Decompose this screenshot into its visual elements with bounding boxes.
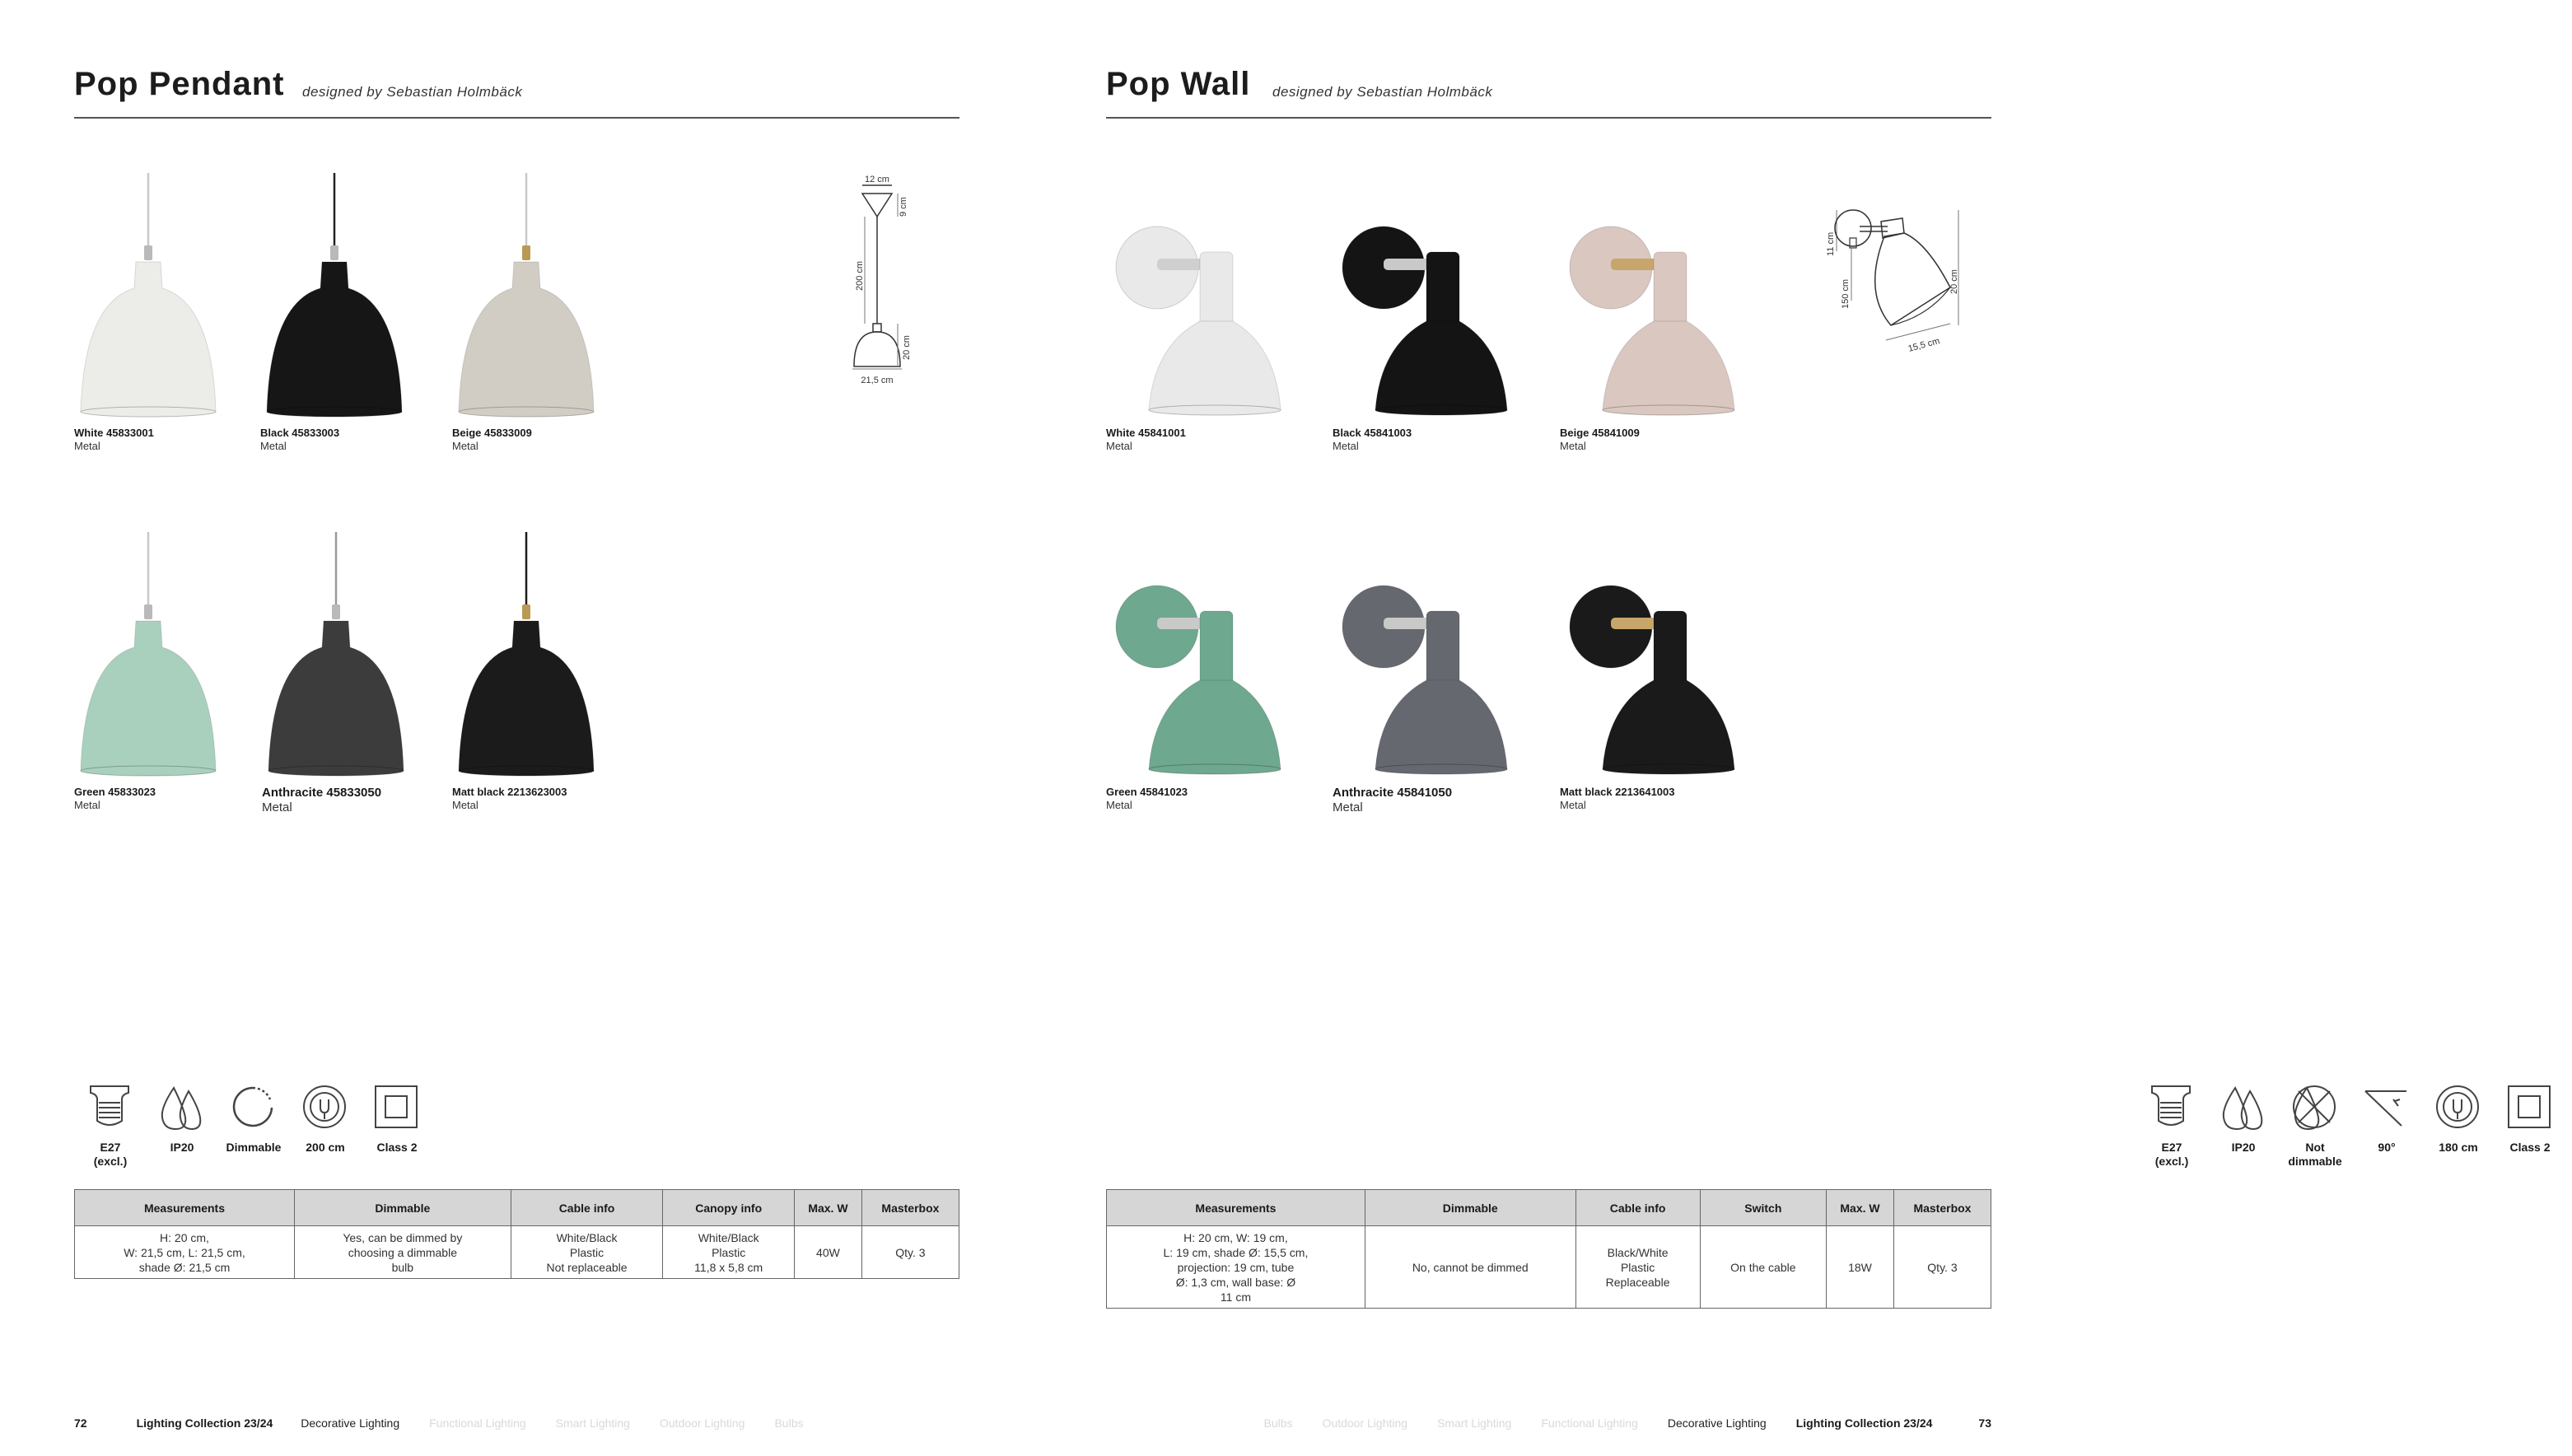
wall-dimension-diagram [1812,202,1960,358]
product-name: Matt black 2213623003 [452,786,567,798]
wall-lamp-image [1560,532,1733,779]
feature-label: Class 2 [2509,1141,2551,1154]
product-image [1106,173,1279,420]
table-cell: H: 20 cm, W: 21,5 cm, L: 21,5 cm, shade Ø: 21,5 cm [75,1226,295,1279]
product-name: Beige 45841009 [1560,427,1640,439]
product-material: Metal [260,440,287,452]
table-header-cell: Masterbox [1893,1190,1991,1226]
feature-label: E27 (excl.) [2154,1141,2189,1168]
pendant-lamp-image [262,532,435,779]
page-footer [74,1416,804,1430]
footer-nav [1264,1416,1767,1430]
dim-height-shade: 20 cm [902,335,912,360]
product-name: Green 45841023 [1106,786,1188,798]
table-header-cell: Max. W [795,1190,862,1226]
product-name: Black 45833003 [260,427,340,439]
cable-length-icon [2434,1083,2481,1131]
footer-nav-item[interactable]: Decorative Lighting [301,1416,400,1430]
page-number: 72 [74,1416,87,1430]
product-name: Anthracite 45841050 [1333,786,1453,800]
footer-nav-item[interactable]: Functional Lighting [429,1416,526,1430]
pendant-lamp-image [74,173,247,420]
footer-nav-item[interactable]: Bulbs [1263,1416,1293,1430]
pendant-lamp-image [260,173,433,420]
table-cell: 18W [1827,1226,1894,1309]
right-page [1029,0,2551,1456]
table-cell: Yes, can be dimmed by choosing a dimmable bulb [294,1226,511,1279]
spec-table [1106,1189,1991,1309]
product-material: Metal [452,799,478,811]
product-image [452,532,625,779]
feature-icon-item [2500,1083,2572,1165]
product-name: Green 45833023 [74,786,156,798]
table-cell: White/Black Plastic 11,8 x 5,8 cm [663,1226,795,1279]
product-name: White 45841001 [1106,427,1186,439]
product-card [1106,173,1279,469]
dim-width-shade: 21,5 cm [861,376,894,385]
spec-table [74,1189,959,1279]
feature-icons [2142,1083,2572,1168]
footer-nav [301,1416,803,1430]
product-image [1106,532,1279,779]
feature-label: Class 2 [376,1141,418,1154]
table-cell: No, cannot be dimmed [1365,1226,1575,1309]
feature-label: 90° [2378,1141,2396,1154]
wall-lamp-image [1333,532,1505,779]
product-image [1560,532,1733,779]
pendant-lamp-image [452,173,625,420]
dim-projection: 15,5 cm [1907,336,1941,354]
product-card [1106,532,1279,828]
table-header-cell: Dimmable [294,1190,511,1226]
table-header-cell: Cable info [511,1190,663,1226]
product-image [74,173,247,420]
product-card [74,173,247,469]
feature-label: E27 (excl.) [93,1141,128,1168]
page-number: 73 [1978,1416,1991,1430]
product-material: Metal [1106,799,1132,811]
page-footer [1264,1416,1992,1430]
table-cell: White/Black Plastic Not replaceable [511,1226,663,1279]
class2-icon [2505,1083,2553,1131]
table-header-cell: Masterbox [861,1190,959,1226]
feature-icons [81,1083,439,1168]
table-header-cell: Canopy info [663,1190,795,1226]
collection-name: Lighting Collection 23/24 [136,1416,273,1430]
table-cell: Qty. 3 [861,1226,959,1279]
product-name: White 45833001 [74,427,154,439]
dim-height-top: 9 cm [899,197,908,217]
left-page [0,0,1029,1456]
table-header-cell: Measurements [1107,1190,1365,1226]
footer-nav-item[interactable]: Outdoor Lighting [1322,1416,1408,1430]
product-material: Metal [1333,440,1359,452]
ip20-drops-icon [157,1083,205,1131]
product-card [452,532,625,828]
dim-cable: 150 cm [1841,278,1851,309]
footer-nav-item[interactable]: Decorative Lighting [1667,1416,1767,1430]
table-header-cell: Dimmable [1365,1190,1575,1226]
table-cell: Black/White Plastic Replaceable [1575,1226,1700,1309]
footer-nav-item[interactable]: Outdoor Lighting [659,1416,745,1430]
dim-cable: 200 cm [855,260,865,291]
dim-width-top: 12 cm [865,175,889,184]
dim-height-top: 11 cm [1826,231,1836,256]
product-card [1560,532,1733,828]
table-header-cell: Cable info [1575,1190,1700,1226]
table-cell: Qty. 3 [1893,1226,1991,1309]
product-name: Matt black 2213641003 [1560,786,1675,798]
table-header-cell: Measurements [75,1190,295,1226]
wall-lamp-image [1560,173,1733,420]
wall-lamp-image [1106,173,1279,420]
feature-label: IP20 [2231,1141,2256,1154]
product-material: Metal [1106,440,1132,452]
wall-lamp-image [1106,532,1279,779]
product-card [1560,173,1733,469]
product-image [1333,532,1505,779]
wall-lamp-image [1333,173,1505,420]
product-card [1333,532,1505,828]
product-material: Metal [1333,800,1363,814]
table-cell: 40W [795,1226,862,1279]
dimmable-icon [229,1083,277,1131]
page-title: Pop Pendant [74,66,285,102]
page-header [1106,66,1991,119]
collection-name: Lighting Collection 23/24 [1795,1416,1933,1430]
cable-length-icon [301,1083,348,1131]
page-header [74,66,959,119]
product-name: Beige 45833009 [452,427,532,439]
table-cell: H: 20 cm, W: 19 cm, L: 19 cm, shade Ø: 15,5 cm, projection: 19 cm, tube Ø: 1,3 cm, wall base: Ø 11 cm [1107,1226,1365,1309]
product-image [1560,173,1733,420]
product-image [1333,173,1505,420]
feature-label: IP20 [170,1141,194,1154]
ip20-drops-icon [2219,1083,2266,1131]
product-card [262,532,435,828]
product-card [452,173,625,469]
footer-nav-item[interactable]: Bulbs [774,1416,804,1430]
product-image [262,532,435,779]
not-dimmable-icon [2290,1083,2338,1131]
product-material: Metal [74,440,100,452]
table-header-cell: Max. W [1827,1190,1894,1226]
product-material: Metal [452,440,478,452]
product-name: Black 45841003 [1333,427,1412,439]
product-material: Metal [74,799,100,811]
product-card [1333,173,1505,469]
footer-nav-item[interactable]: Functional Lighting [1541,1416,1638,1430]
feature-icon-item [367,1083,439,1165]
rotation-90-icon [2362,1083,2410,1131]
pendant-lamp-image [452,532,625,779]
product-material: Metal [1560,799,1586,811]
product-card [74,532,247,828]
class2-icon [372,1083,420,1131]
table-cell: On the cable [1700,1226,1827,1309]
designer-credit: designed by Sebastian Holmbäck [302,84,523,100]
product-image [452,173,625,420]
table-header-cell: Switch [1700,1190,1827,1226]
pendant-dimension-diagram [832,169,922,391]
feature-label: 200 cm [306,1141,345,1154]
feature-label: 180 cm [2439,1141,2478,1154]
product-name: Anthracite 45833050 [262,786,382,800]
feature-label: Not dimmable [2288,1141,2342,1168]
product-material: Metal [262,800,292,814]
feature-label: Dimmable [226,1141,282,1154]
product-material: Metal [1560,440,1586,452]
product-image [74,532,247,779]
e27-bulb-icon [86,1083,133,1131]
e27-bulb-icon [2147,1083,2195,1131]
page-title: Pop Wall [1106,66,1251,102]
pendant-lamp-image [74,532,247,779]
product-image [260,173,433,420]
designer-credit: designed by Sebastian Holmbäck [1272,84,1493,100]
dim-height: 20 cm [1949,269,1959,294]
product-card [260,173,433,469]
footer-nav-item[interactable]: Smart Lighting [1437,1416,1512,1430]
footer-nav-item[interactable]: Smart Lighting [555,1416,630,1430]
